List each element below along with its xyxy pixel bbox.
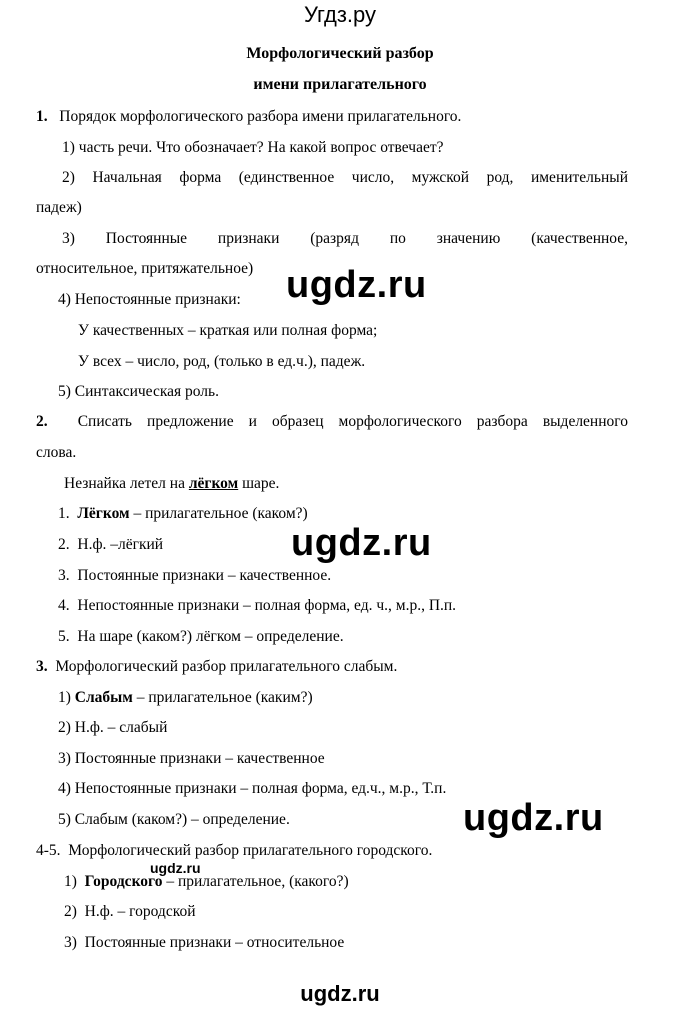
task2-item-2 <box>58 536 163 554</box>
list-number: 2. <box>58 536 70 553</box>
list-text: – прилагательное (каком?) <box>129 505 308 522</box>
list-text: Постоянные признаки – качественное. <box>77 567 332 584</box>
list-text: Постоянные признаки – относительное <box>84 934 345 951</box>
task1-number: 1. <box>36 108 48 125</box>
task1-text: Порядок морфологического разбора имени прилагательного. <box>59 108 462 125</box>
task3-text: Морфологический разбор прилагательного слабым. <box>55 658 398 675</box>
sentence-highlight: лёгком <box>188 475 239 492</box>
task45-item-1 <box>64 873 349 891</box>
task3-item-5 <box>58 811 290 829</box>
list-text: Н.ф. –лёгкий <box>77 536 164 553</box>
task1-item-3: 3) Постоянные признаки (разряд по значению (качественное, <box>62 230 628 247</box>
list-text: – прилагательное (каким?) <box>132 689 313 706</box>
sentence-before: Незнайка летел на <box>64 475 189 492</box>
list-number: 2) <box>58 719 71 736</box>
list-text: На шаре (каком?) лёгком – определение. <box>77 628 344 645</box>
page-title-line1: Морфологический разбор <box>246 45 434 62</box>
list-text: Н.ф. – городской <box>84 903 196 920</box>
list-text: Н.ф. – слабый <box>74 719 168 736</box>
page-title-line2: имени прилагательного <box>253 76 427 93</box>
list-number: 4. <box>58 597 70 614</box>
task2-heading <box>36 413 628 431</box>
list-text: Постоянные признаки – качественное <box>74 750 325 767</box>
watermark: ugdz.ru <box>286 264 427 306</box>
task2-item-5 <box>58 628 344 646</box>
task3-heading <box>36 658 397 676</box>
task2-text-cont: слова. <box>36 444 77 461</box>
task3-number: 3. <box>36 658 48 675</box>
task1-item-4-sub2: У всех – число, род, (только в ед.ч.), падеж. <box>78 353 366 370</box>
list-number: 1. <box>58 505 70 522</box>
task1-item-2-cont: падеж) <box>36 199 82 216</box>
watermark: ugdz.ru <box>291 522 432 564</box>
sentence-after: шаре. <box>238 475 280 492</box>
task45-item-3 <box>64 934 344 952</box>
list-number: 3) <box>58 750 71 767</box>
task1-heading <box>36 108 461 126</box>
analyzed-word: Городского <box>84 873 163 890</box>
list-text: Слабым (каком?) – определение. <box>74 811 290 828</box>
list-number: 3. <box>58 567 70 584</box>
task1-item-3-cont: относительное, притяжательное) <box>36 260 254 277</box>
list-text: Непостоянные признаки – полная форма, ед.ч., м.р., Т.п. <box>74 780 447 797</box>
list-number: 1) <box>58 689 71 706</box>
footer-site: ugdz.ru <box>300 981 380 1006</box>
list-number: 5) <box>58 811 71 828</box>
task3-item-3 <box>58 750 325 768</box>
task2-item-4 <box>58 597 456 615</box>
task45-number: 4-5. <box>36 842 61 859</box>
list-number: 5. <box>58 628 70 645</box>
task1-item-1: 1) часть речи. Что обозначает? На какой вопрос отвечает? <box>62 139 444 156</box>
task1-item-4: 4) Непостоянные признаки: <box>58 291 241 308</box>
task2-sentence <box>64 475 279 493</box>
task1-item-5: 5) Синтаксическая роль. <box>58 383 219 400</box>
analyzed-word: Лёгком <box>77 505 130 522</box>
list-number: 3) <box>64 934 77 951</box>
task1-item-4-sub1: У качественных – краткая или полная форма; <box>78 322 378 339</box>
task3-item-1 <box>58 689 313 707</box>
list-number: 2) <box>64 903 77 920</box>
task3-item-2 <box>58 719 167 737</box>
analyzed-word: Слабым <box>74 689 133 706</box>
watermark-small: ugdz.ru <box>150 860 201 876</box>
task2-number: 2. <box>36 413 48 430</box>
task2-item-1 <box>58 505 308 523</box>
task45-heading <box>36 842 432 860</box>
task45-item-2 <box>64 903 196 921</box>
list-number: 4) <box>58 780 71 797</box>
task2-item-3 <box>58 567 331 585</box>
task45-text: Морфологический разбор прилагательного городского. <box>68 842 433 859</box>
watermark: ugdz.ru <box>463 797 604 839</box>
site-header: Угдз.ру <box>303 2 377 27</box>
task3-item-4 <box>58 780 446 798</box>
task1-item-2: 2) Начальная форма (единственное число, мужской род, именительный <box>62 169 628 186</box>
list-number: 1) <box>64 873 77 890</box>
list-text: – прилагательное, (какого?) <box>162 873 349 890</box>
task2-text: Списать предложение и образец морфологического разбора выделенного <box>77 413 628 430</box>
list-text: Непостоянные признаки – полная форма, ед. ч., м.р., П.п. <box>77 597 457 614</box>
